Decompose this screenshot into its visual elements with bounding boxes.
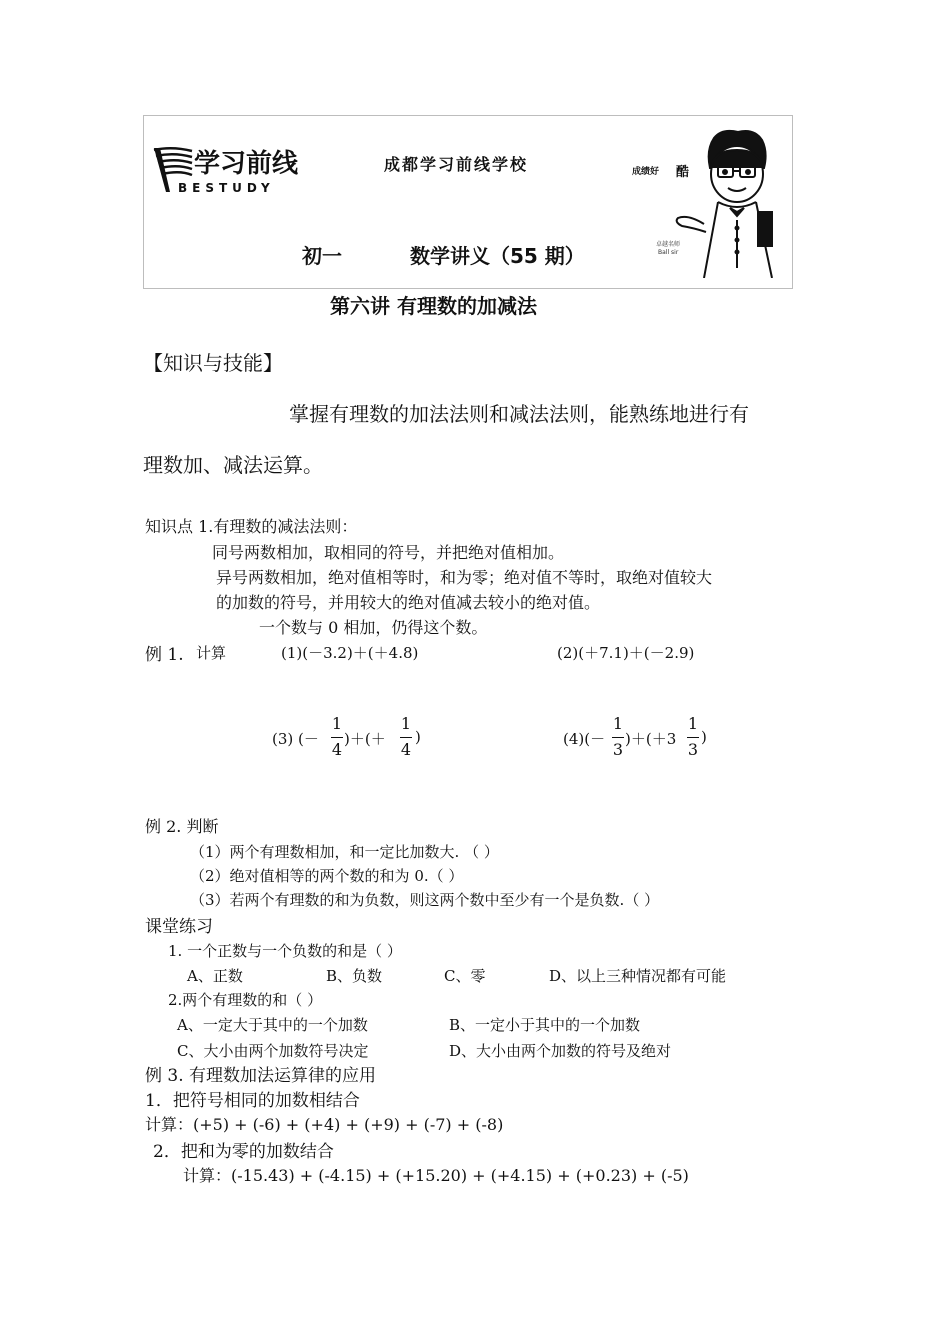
knowledge-line-2: 理数加、减法运算。: [143, 453, 323, 477]
point1-rule-3: 一个数与 0 相加，仍得这个数。: [259, 618, 488, 637]
logo-subtext: BESTUDY: [178, 181, 275, 195]
example2-title: 例 2. 判断: [145, 817, 219, 836]
example1-problem-1: (1)(－3.2)＋(＋4.8): [281, 644, 419, 662]
knowledge-heading: 【知识与技能】: [143, 351, 283, 375]
practice-q2-option-c: C、大小由两个加数符号决定: [177, 1042, 369, 1060]
fraction-4a-numerator: 1: [612, 714, 624, 733]
point1-rule-2b: 的加数的符号，并用较大的绝对值减去较小的绝对值。: [216, 593, 601, 612]
logo-text: 学习前线: [194, 149, 299, 179]
teacher-cartoon-image: [622, 128, 784, 278]
example1-problem-4-middle: )＋(＋3: [625, 730, 677, 748]
point1-rule-1: 同号两数相加，取相同的符号，并把绝对值相加。: [212, 543, 565, 562]
fraction-4b-bar: [687, 737, 699, 738]
grade-label: 初一: [302, 244, 342, 268]
example1-problem-3-end: ): [415, 728, 421, 746]
fraction-3a-numerator: 1: [331, 714, 343, 733]
fraction-4b-denominator: 3: [687, 740, 699, 759]
practice-q1-option-a: A、正数: [187, 967, 243, 985]
fraction-4a-denominator: 3: [612, 740, 624, 759]
fraction-3b-denominator: 4: [400, 740, 412, 759]
fraction-3a-denominator: 4: [331, 740, 343, 759]
example1-problem-2: (2)(＋7.1)＋(－2.9): [557, 644, 695, 662]
teacher-caption: 卓越名师: [656, 241, 681, 248]
knowledge-line-1: 掌握有理数的加法法则和减法法则，能熟练地进行有: [289, 402, 749, 426]
practice-title: 课堂练习: [145, 917, 213, 937]
example3-step-1-calc: 计算：(+5) + (-6) + (+4) + (+9) + (-7) + (-8): [145, 1115, 504, 1134]
practice-q1-option-c: C、零: [444, 967, 486, 985]
course-label: 数学讲义（55 期）: [410, 244, 585, 268]
practice-q2-option-a: A、一定大于其中的一个加数: [177, 1016, 368, 1034]
practice-q2-option-b: B、一定小于其中的一个加数: [449, 1016, 641, 1034]
practice-q1-option-b: B、负数: [326, 967, 383, 985]
example3-title: 例 3. 有理数加法运算律的应用: [145, 1066, 377, 1086]
fraction-3b-bar: [400, 737, 412, 738]
practice-question-2: 2.两个有理数的和（ ）: [168, 991, 323, 1009]
practice-question-1: 1. 一个正数与一个负数的和是（ ）: [168, 942, 402, 960]
fraction-3a-bar: [331, 737, 343, 738]
example2-question-3: （3）若两个有理数的和为负数，则这两个数中至少有一个是负数.（ ）: [190, 891, 660, 909]
example1-problem-4-end: ): [701, 728, 707, 746]
teacher-en-caption: Ball sir: [658, 249, 679, 256]
example1-problem-3-prefix: (3) (－: [272, 730, 319, 748]
example1-problem-4-prefix: (4)(－: [563, 730, 606, 748]
fraction-3b-numerator: 1: [400, 714, 412, 733]
bestudy-logo: [152, 142, 314, 196]
fraction-4b-numerator: 1: [687, 714, 699, 733]
example1-problem-3-middle: )＋(＋: [344, 730, 386, 748]
example2-question-1: （1）两个有理数相加，和一定比加数大. （ ）: [190, 843, 499, 861]
example3-step-2-calc: 计算：(-15.43) + (-4.15) + (+15.20) + (+4.15) + (+0.23) + (-5): [183, 1166, 689, 1185]
slogan-text: 成绩好: [632, 167, 660, 177]
fraction-4a-bar: [612, 737, 624, 738]
slogan-cool-text: 酷: [676, 165, 690, 180]
school-name: 成都学习前线学校: [384, 155, 529, 174]
example1-label: 例 1.: [145, 645, 184, 665]
point1-title: 知识点 1.有理数的减法法则：: [145, 517, 358, 536]
point1-rule-2a: 异号两数相加，绝对值相等时，和为零；绝对值不等时，取绝对值较大: [216, 568, 713, 587]
practice-q1-option-d: D、以上三种情况都有可能: [549, 967, 727, 985]
lesson-title: 第六讲 有理数的加减法: [330, 294, 537, 318]
practice-q2-option-d: D、大小由两个加数的符号及绝对: [449, 1042, 672, 1060]
example3-step-1: 1．把符号相同的加数相结合: [145, 1091, 360, 1111]
example1-verb: 计算: [196, 644, 227, 662]
example3-step-2: 2．把和为零的加数结合: [153, 1142, 334, 1162]
example2-question-2: （2）绝对值相等的两个数的和为 0.（ ）: [190, 867, 464, 885]
